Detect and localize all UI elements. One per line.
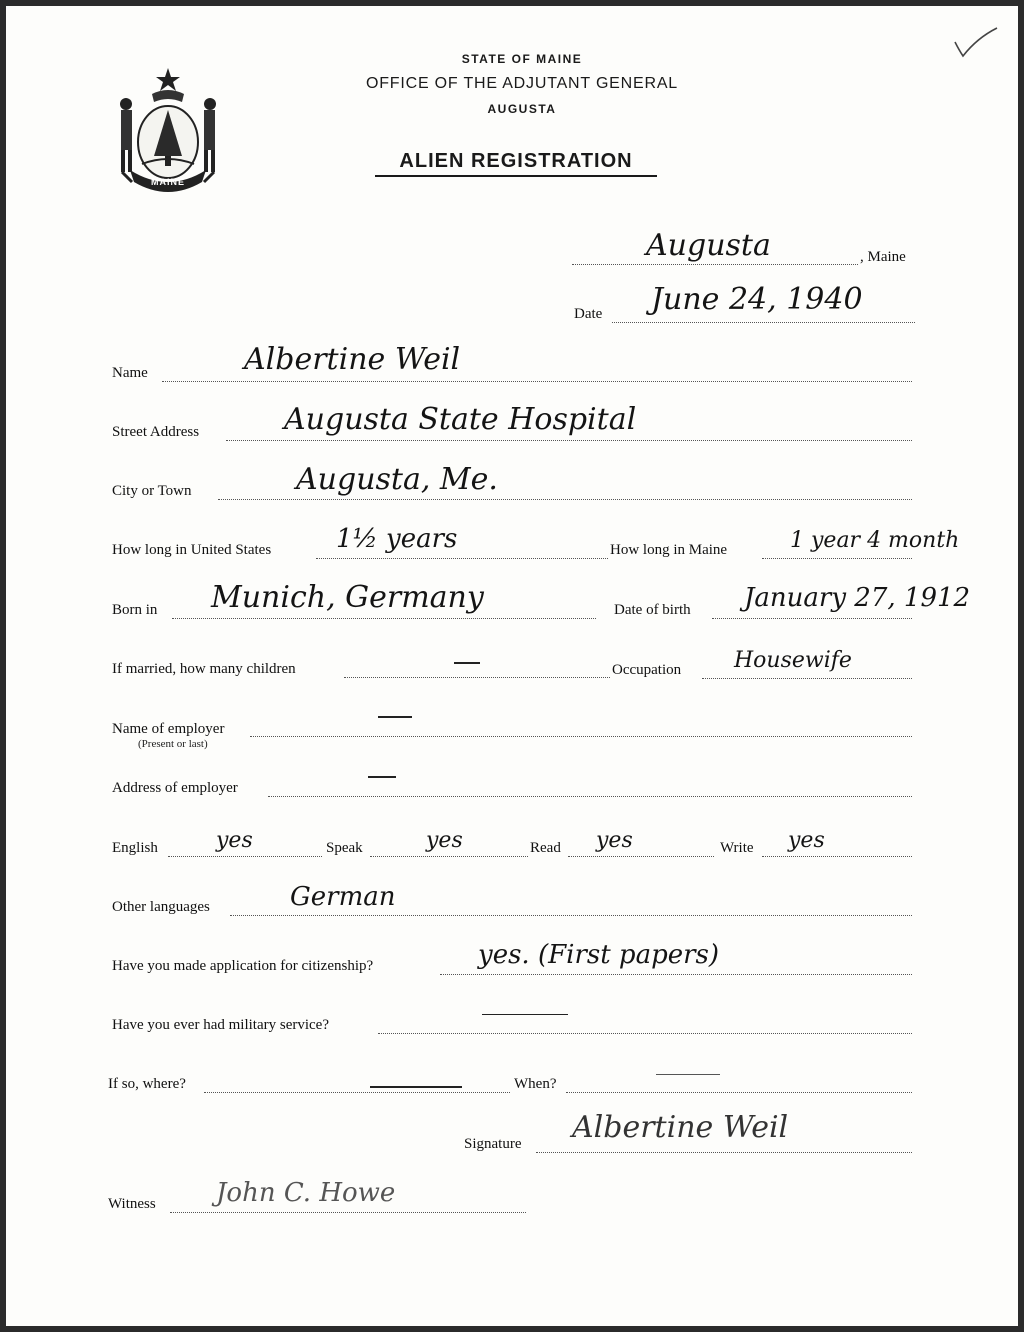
speak-value: yes	[426, 828, 463, 853]
maine-state-seal-icon	[112, 64, 224, 192]
city-value: Augusta, Me.	[296, 462, 498, 497]
form-title: ALIEN REGISTRATION	[375, 150, 657, 177]
date-value: June 24, 1940	[651, 282, 863, 317]
citizenship-label: Have you made application for citizenship?	[112, 958, 374, 974]
header-office: OFFICE OF THE ADJUTANT GENERAL	[365, 75, 679, 92]
employer-sublabel: (Present or last)	[138, 738, 208, 750]
read-label: Read	[530, 840, 561, 856]
when-dash	[656, 1074, 720, 1075]
read-value: yes	[596, 828, 633, 853]
street-label: Street Address	[112, 424, 200, 440]
where-dash	[370, 1086, 462, 1088]
english-label: English	[112, 840, 158, 856]
signature-label: Signature	[464, 1136, 522, 1152]
employer-dash	[378, 716, 412, 718]
witness-label: Witness	[108, 1196, 156, 1212]
citizenship-value: yes. (First papers)	[478, 940, 720, 970]
check-mark-icon	[951, 26, 1001, 60]
header-city: AUGUSTA	[487, 102, 557, 116]
street-value: Augusta State Hospital	[284, 402, 637, 437]
speak-label: Speak	[326, 840, 363, 856]
children-dash	[454, 662, 480, 664]
write-label: Write	[720, 840, 754, 856]
occupation-value: Housewife	[734, 648, 852, 673]
employer-address-dash	[368, 776, 396, 778]
location-value: Augusta	[646, 228, 771, 263]
born-in-value: Munich, Germany	[211, 580, 484, 615]
write-value: yes	[788, 828, 825, 853]
maine-length-value: 1 year 4 month	[790, 528, 960, 553]
city-label: City or Town	[112, 483, 192, 499]
dob-label: Date of birth	[614, 602, 691, 618]
us-length-value: 1½ years	[336, 524, 458, 554]
where-label: If so, where?	[108, 1076, 186, 1092]
registration-form	[6, 6, 1018, 1326]
employer-address-label: Address of employer	[112, 780, 238, 796]
employer-label: Name of employer	[112, 721, 225, 737]
dob-value: January 27, 1912	[744, 583, 971, 613]
occupation-label: Occupation	[612, 662, 682, 678]
name-label: Name	[112, 365, 148, 381]
signature-value: Albertine Weil	[572, 1110, 789, 1145]
maine-length-label: How long in Maine	[610, 542, 728, 558]
header-state: STATE OF MAINE	[461, 52, 583, 66]
other-languages-value: German	[290, 882, 396, 912]
name-value: Albertine Weil	[244, 342, 461, 377]
seal-banner-text: MAINE	[151, 177, 185, 187]
witness-value: John C. Howe	[216, 1178, 396, 1208]
us-length-label: How long in United States	[112, 542, 272, 558]
location-suffix: , Maine	[860, 249, 906, 265]
when-label: When?	[514, 1076, 557, 1092]
english-value: yes	[216, 828, 253, 853]
military-dash	[482, 1014, 568, 1015]
other-languages-label: Other languages	[112, 899, 210, 915]
military-label: Have you ever had military service?	[112, 1017, 329, 1033]
children-label: If married, how many children	[112, 661, 296, 677]
date-label: Date	[574, 306, 603, 322]
born-in-label: Born in	[112, 602, 158, 618]
